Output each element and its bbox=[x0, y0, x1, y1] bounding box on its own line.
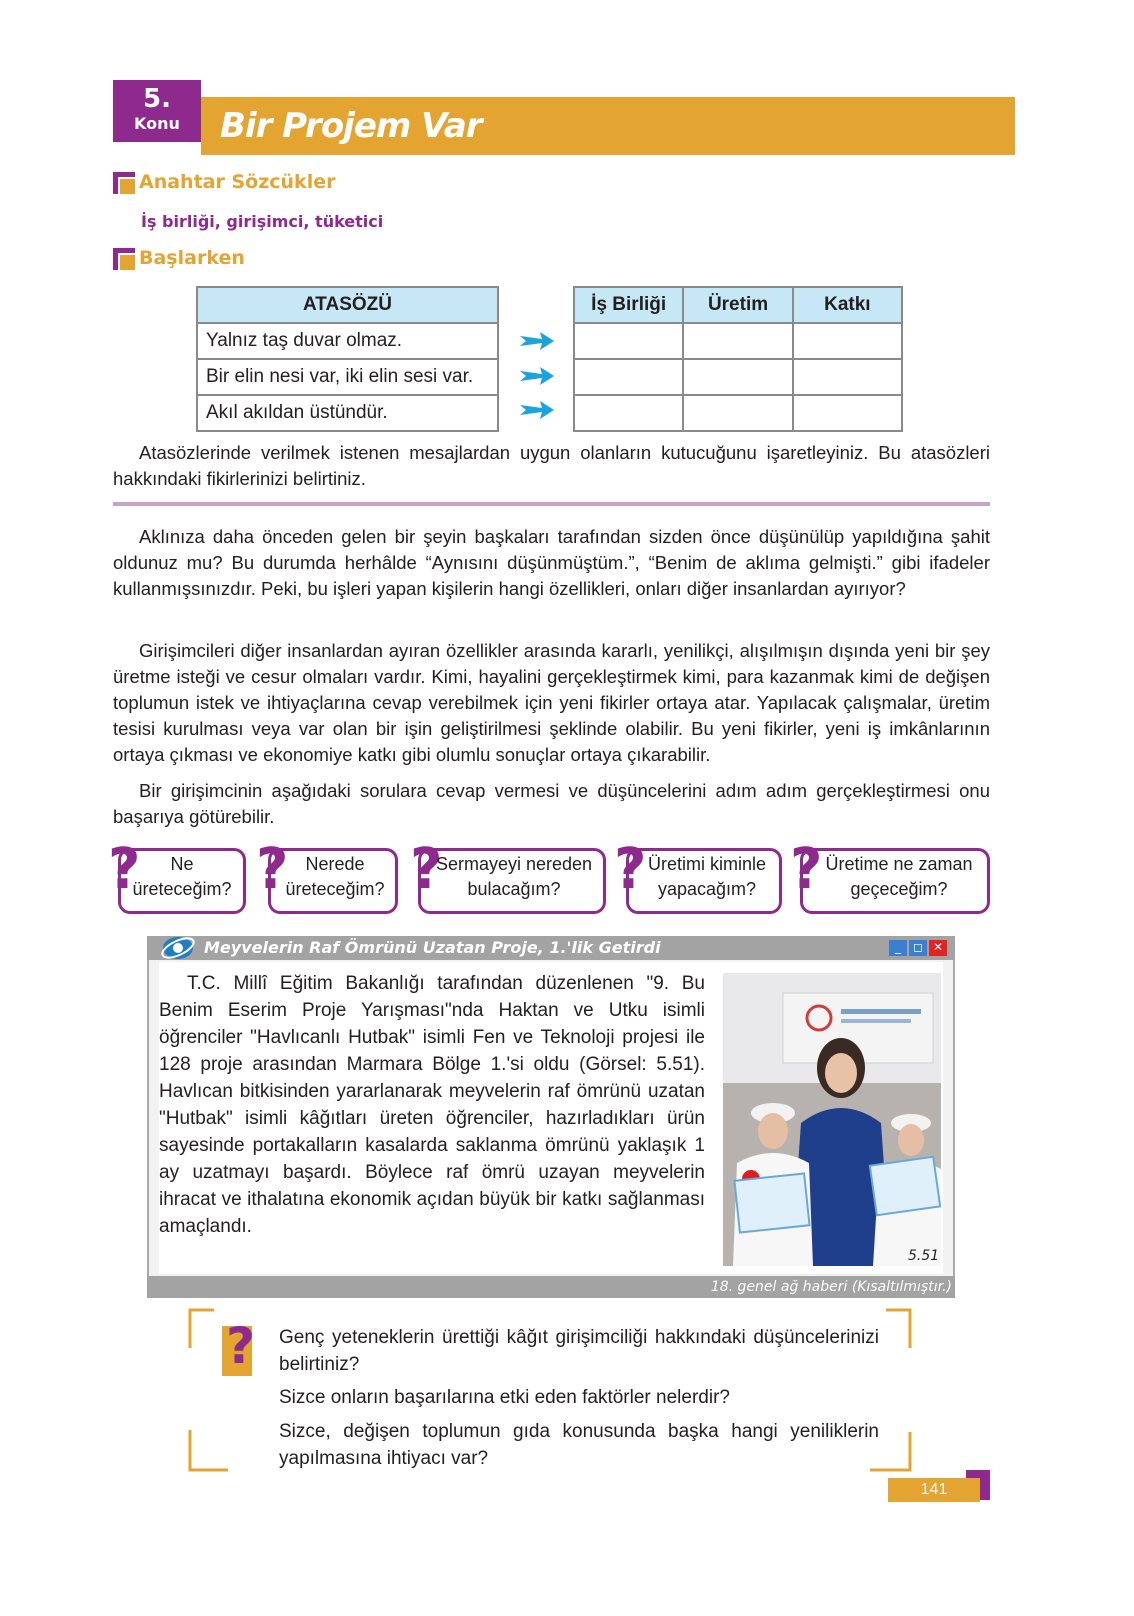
paragraph: Bir girişimcinin aşağıdaki sorulara cevap vermesi ve düşüncelerini adım adım gerçekleştirmesi onu başarıya götürebilir. bbox=[113, 780, 990, 827]
answer-header-production: Üretim bbox=[683, 287, 792, 323]
bracket-top-left bbox=[188, 1308, 214, 1348]
section-bullet-icon bbox=[113, 172, 135, 194]
discussion-question: Sizce onların başarılarına etki eden faktörler nelerdir? bbox=[279, 1387, 730, 1408]
answer-checkbox[interactable] bbox=[793, 323, 902, 359]
divider bbox=[113, 502, 990, 506]
news-title: Meyvelerin Raf Ömrünü Uzatan Proje, 1.'lik Getirdi bbox=[204, 938, 661, 957]
answer-checkbox[interactable] bbox=[793, 395, 902, 431]
question-text: Üretimi kiminle yapacağım? bbox=[647, 854, 766, 899]
question-text: Nerede üreteceğim? bbox=[285, 854, 385, 899]
question-mark-icon: ? bbox=[614, 837, 647, 902]
page-number: 141 bbox=[888, 1478, 980, 1502]
answer-checkbox[interactable] bbox=[574, 323, 683, 359]
bracket-bottom-left bbox=[188, 1430, 228, 1472]
discussion-question: Genç yeteneklerin ürettiği kâğıt girişimciliği hakkındaki düşüncelerinizi belirtiniz? bbox=[279, 1327, 879, 1375]
keywords-heading: Anahtar Sözcükler bbox=[139, 171, 336, 193]
maximize-icon[interactable]: ◻ bbox=[909, 940, 927, 956]
proverbs-header: ATASÖZÜ bbox=[197, 287, 498, 323]
question-mark-icon: ? bbox=[226, 1317, 256, 1375]
question-mark-icon: ? bbox=[410, 837, 443, 902]
arrow-right-icon bbox=[520, 367, 554, 385]
answer-table bbox=[573, 286, 903, 432]
answer-checkbox[interactable] bbox=[683, 359, 792, 395]
arrow-right-icon bbox=[520, 332, 554, 350]
keywords-text: İş birliği, girişimci, tüketici bbox=[141, 212, 384, 231]
lesson-number: 5. bbox=[143, 84, 171, 114]
answer-checkbox[interactable] bbox=[574, 359, 683, 395]
arrow-right-icon bbox=[520, 401, 554, 419]
question-text: Sermayeyi nereden bulacağım? bbox=[435, 854, 593, 899]
page-title: Bir Projem Var bbox=[220, 106, 482, 146]
question-mark-icon: ? bbox=[108, 837, 141, 902]
question-mark-icon: ? bbox=[256, 837, 289, 902]
answer-checkbox[interactable] bbox=[574, 395, 683, 431]
question-text: Üretime ne zaman geçeceğim? bbox=[825, 854, 973, 899]
photo-caption: 5.51 bbox=[908, 1248, 940, 1264]
answer-checkbox[interactable] bbox=[683, 323, 792, 359]
answer-checkbox[interactable] bbox=[793, 359, 902, 395]
proverbs-table bbox=[196, 286, 499, 432]
lesson-badge bbox=[113, 80, 201, 142]
page-corner-decoration bbox=[966, 1470, 990, 1478]
proverb-cell: Akıl akıldan üstündür. bbox=[197, 395, 498, 431]
proverb-cell: Yalnız taş duvar olmaz. bbox=[197, 323, 498, 359]
news-text: T.C. Millî Eğitim Bakanlığı tarafından düzenlenen "9. Bu Benim Eserim Proje Yarışması"nda Haktan ve Utku isimli öğrenciler "Havlıcanlı Hutbak" isimli Fen ve Teknoloji projesi ile 128 proje arasından Marmara Bölge 1.'si oldu (Görsel: 5.51). Havlıcan bitkisinden yararlanarak meyvelerin raf ömrünü uzatan "Hutbak" isimli kâğıtları üreten öğrenciler, hazırladıkları ürün sayesinde portakalların kasalarda saklanma ömrünü yaklaşık 1 ay uzatmayı başardı. Böylece raf ömrü uzayan meyvelerin ihracat ve ithalatına ekonomik açıdan büyük bir katkı sağlanması amaçlandı. bbox=[159, 973, 705, 1237]
answer-checkbox[interactable] bbox=[683, 395, 792, 431]
close-icon[interactable]: ✕ bbox=[929, 940, 947, 956]
start-heading: Başlarken bbox=[139, 247, 245, 269]
minimize-icon[interactable]: _ bbox=[889, 940, 907, 956]
award-photo-illustration bbox=[723, 973, 941, 1266]
answer-header-cooperation: İş Birliği bbox=[574, 287, 683, 323]
paragraph: Aklınıza daha önceden gelen bir şeyin başkaları tarafından sizden önce düşünülüp yapıldığına şahit oldunuz mu? Bu durumda herhâlde “Aynısını düşünmüştüm.”, “Benim de aklıma gelmişti.” gibi ifadeler kullanmışsınızdır. Peki, bu işleri yapan kişilerin hangi özellikleri, onları diğer insanlardan ayırıyor? bbox=[113, 526, 990, 599]
news-photo bbox=[723, 973, 941, 1266]
question-text: Ne üreteceğim? bbox=[132, 854, 232, 899]
section-bullet-icon bbox=[113, 248, 135, 270]
answer-header-contribution: Katkı bbox=[793, 287, 902, 323]
question-mark-icon: ? bbox=[790, 837, 823, 902]
internet-explorer-icon bbox=[160, 934, 196, 962]
discussion-question: Sizce, değişen toplumun gıda konusunda başka hangi yeniliklerin yapılmasına ihtiyacı var? bbox=[279, 1421, 879, 1469]
news-source: 18. genel ağ haberi (Kısaltılmıştır.) bbox=[710, 1279, 952, 1295]
paragraph: Girişimcileri diğer insanlardan ayıran özellikler arasında kararlı, yenilikçi, alışılmışın dışında yeni bir şey üretme isteği ve cesur olmaları vardır. Kimi, hayalini gerçekleştirmek kimi, para kazanmak kimi de değişen toplumun istek ve ihtiyaçlarına cevap verebilmek için yeni fikirler ortaya atar. Yapılacak çalışmalar, üretim tesisi kurulması veya var olan bir işin geliştirilmesi şeklinde olabilir. Bu yeni fikirler, yeni iş imkânlarının ortaya çıkması ve ekonomiye katkı gibi olumlu sonuçlar ortaya çıkarabilir. bbox=[113, 640, 990, 765]
proverb-cell: Bir elin nesi var, iki elin sesi var. bbox=[197, 359, 498, 395]
instruction-text: Atasözlerinde verilmek istenen mesajlardan uygun olanların kutucuğunu işaretleyiniz. Bu atasözleri hakkındaki fikirlerinizi belirtiniz. bbox=[113, 442, 990, 489]
bracket-top-right bbox=[886, 1308, 912, 1348]
lesson-label: Konu bbox=[134, 114, 180, 133]
